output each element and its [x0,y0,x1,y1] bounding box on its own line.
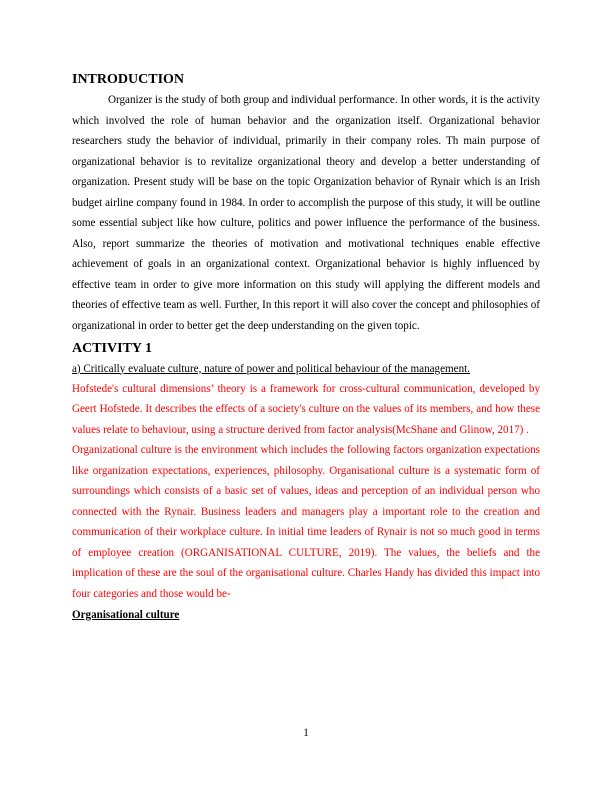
page-number: 1 [303,727,309,739]
page-content [72,70,540,625]
introduction-heading: INTRODUCTION [72,72,185,87]
activity-subheading: a) Critically evaluate culture, nature of power and political behaviour of the management. [72,362,470,375]
activity-heading: ACTIVITY 1 [72,340,152,356]
introduction-paragraph: Organizer is the study of both group and individual performance. In other words, it is the activity which involved the role of human behavior and the organization itself. Organizational behavior researchers study the behavior of individual, primarily in their company roles. Th main purpose of organizational behavior is to revitalize organizational theory and develop a better understanding of organization. Present study will be base on the topic Organization behavior of Rynair which is an Irish budget airline company found in 1984. In order to accomplish the purpose of this study, it will be outline some essential subject like how culture, politics and power influence the performance of the business. Also, report summarize the theories of motivation and motivational techniques enable effective achievement of goals in an organizational context. Organizational behavior is highly influenced by effective team in order to give more information on this study will applying the different models and theories of effective team as well. Further, In this report it will also cover the concept and philosophies of organizational in order to better get the deep understanding on the given topic. [72,94,540,333]
hofstede-paragraph: Hofstede's cultural dimensions’ theory is a framework for cross-cultural communication, developed by Geert Hofstede. It describes the effects of a society's culture on the values of its members, and how these values relate to behaviour, using a structure derived from factor analysis(McShane and Glinow, 2017) . [72,382,540,436]
organizational-culture-paragraph: Organizational culture is the environment which includes the following factors organization expectations like organization expectations, experiences, philosophy. Organisational culture is a systematic form of surroundings which consists of a basic set of values, ideas and perception of an individual person who connected with the Rynair. Business leaders and managers play a important role to the creation and communication of their workplace culture. In initial time leaders of Rynair is not so much good in terms of employee creation (ORGANISATIONAL CULTURE, 2019). The values, the beliefs and the implication of these are the soul of the organisational culture. Charles Handy has divided this impact into four categories and those would be- [72,444,540,601]
organisational-culture-label: Organisational culture [72,608,180,621]
